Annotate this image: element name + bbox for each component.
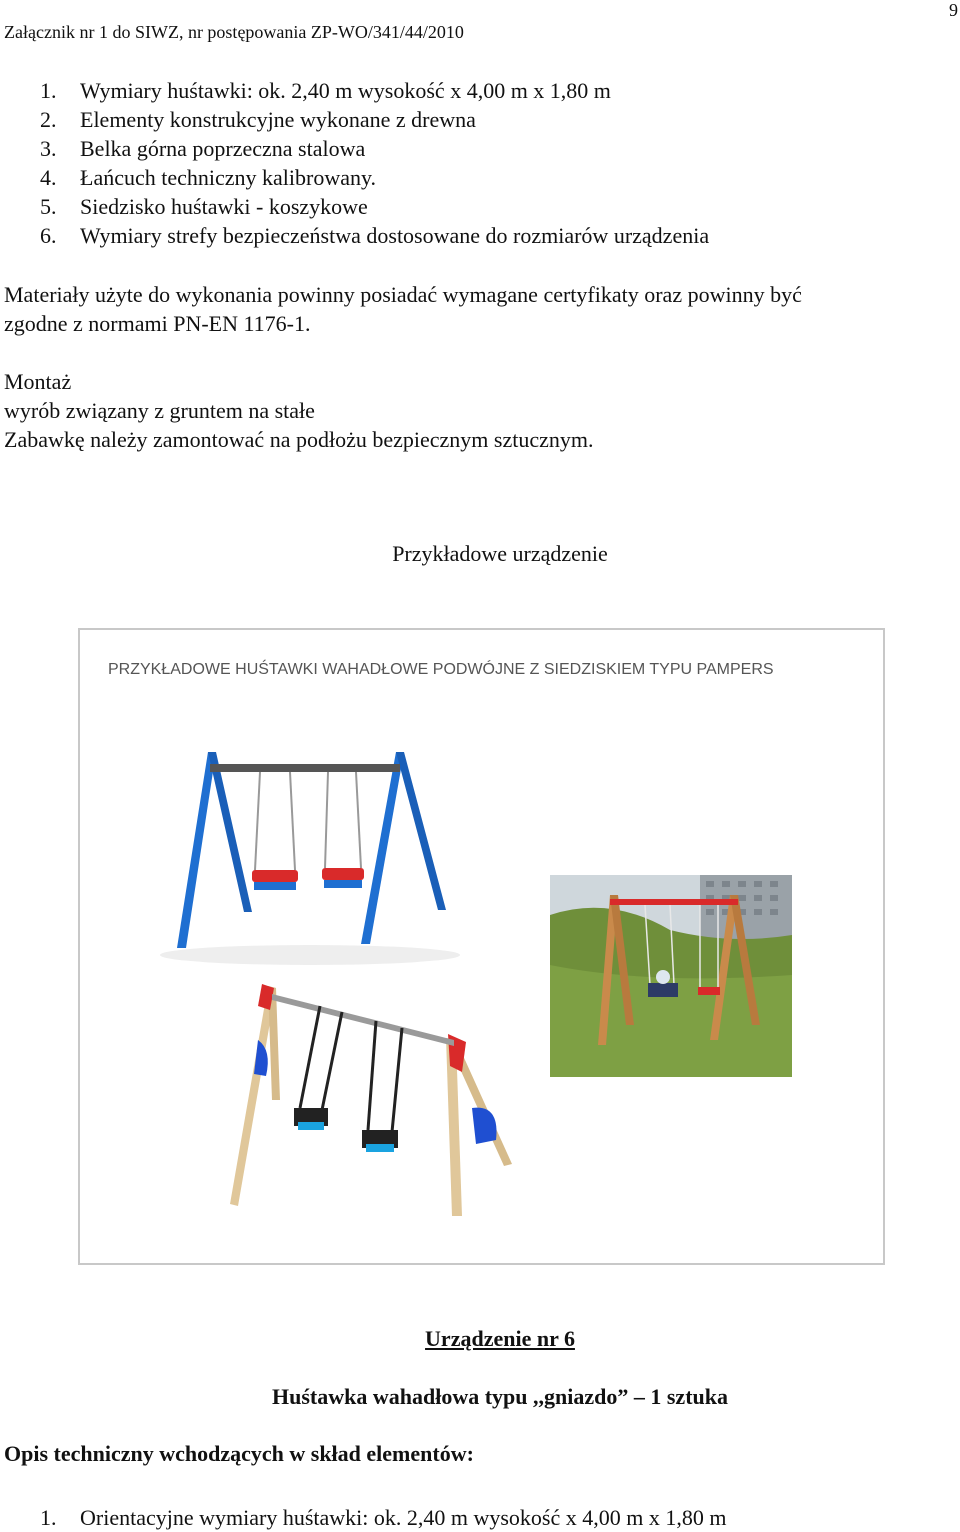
description-heading: Opis techniczny wchodzących w skład elementów:	[4, 1441, 474, 1466]
materials-line-1: Materiały użyte do wykonania powinny posiadać wymagane certyfikaty oraz powinny być	[4, 282, 802, 307]
list-text: Łańcuch techniczny kalibrowany.	[80, 165, 377, 190]
list-item	[40, 105, 709, 134]
list-item	[40, 1503, 726, 1532]
device-specs-list	[40, 1503, 726, 1532]
device-title: Urządzenie nr 6	[425, 1326, 575, 1351]
list-text: Siedzisko huśtawki - koszykowe	[80, 194, 368, 219]
list-text: Wymiary strefy bezpieczeństwa dostosowane do rozmiarów urządzenia	[80, 223, 710, 248]
list-number: 6.	[40, 223, 57, 248]
document-header: Załącznik nr 1 do SIWZ, nr postępowania ZP-WO/341/44/2010	[4, 22, 464, 42]
wooden-swing-photo	[550, 875, 792, 1077]
list-item	[40, 221, 709, 250]
montaz-title: Montaż	[4, 369, 72, 394]
list-number: 5.	[40, 194, 57, 219]
list-text: Orientacyjne wymiary huśtawki: ok. 2,40 m wysokość x 4,00 m x 1,80 m	[80, 1505, 727, 1530]
list-item	[40, 134, 709, 163]
figure-caption: PRZYKŁADOWE HUŚTAWKI WAHADŁOWE PODWÓJNE Z SIEDZISKIEM TYPU PAMPERS	[108, 661, 774, 678]
specs-list	[40, 76, 709, 250]
example-swings-figure	[78, 628, 885, 1265]
list-text: Elementy konstrukcyjne wykonane z drewna	[80, 107, 476, 132]
list-text: Wymiary huśtawki: ok. 2,40 m wysokość x 4,00 m x 1,80 m	[80, 78, 611, 103]
page-number: 9	[949, 0, 958, 20]
montaz-line-1: wyrób związany z gruntem na stałe	[4, 398, 315, 423]
list-number: 4.	[40, 165, 57, 190]
list-number: 1.	[40, 1505, 57, 1530]
materials-line-2: zgodne z normami PN-EN 1176-1.	[4, 311, 311, 336]
device-subtitle: Huśtawka wahadłowa typu ,,gniazdo” – 1 sztuka	[272, 1384, 728, 1409]
list-item	[40, 192, 709, 221]
list-number: 2.	[40, 107, 57, 132]
list-item	[40, 76, 709, 105]
list-number: 3.	[40, 136, 57, 161]
montaz-line-2: Zabawkę należy zamontować na podłożu bezpiecznym sztucznym.	[4, 427, 594, 452]
example-heading: Przykładowe urządzenie	[392, 541, 608, 566]
wood-panel-swing-image	[210, 980, 530, 1230]
list-number: 1.	[40, 78, 57, 103]
list-text: Belka górna poprzeczna stalowa	[80, 136, 366, 161]
list-item	[40, 163, 709, 192]
blue-swing-image	[150, 740, 470, 970]
